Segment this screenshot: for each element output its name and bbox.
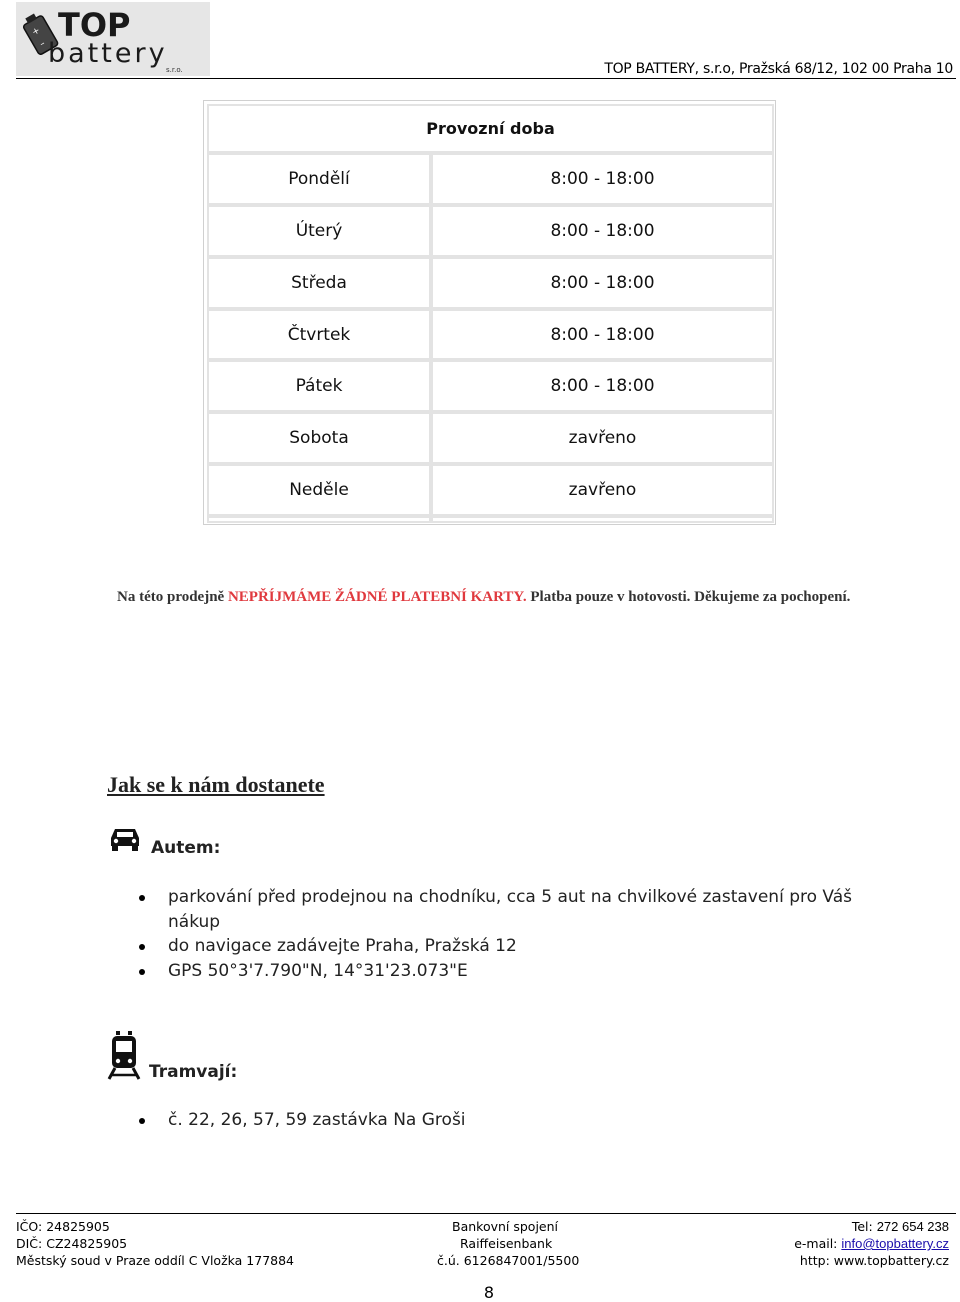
footer-ico: IČO: 24825905 xyxy=(16,1219,110,1234)
time-cell: zavřeno xyxy=(431,464,774,516)
tram-label: Tramvají: xyxy=(149,1062,238,1082)
time-cell: 8:00 - 18:00 xyxy=(431,205,774,257)
tram-icon xyxy=(106,1030,142,1085)
footer-phone xyxy=(852,1219,949,1234)
footer-registry: Městský soud v Praze oddíl C Vložka 177884 xyxy=(16,1253,295,1268)
time-cell: 8:00 - 18:00 xyxy=(431,360,774,412)
footer-web xyxy=(800,1253,949,1268)
table-title: Provozní doba xyxy=(207,104,774,153)
notice-text-end: Platba pouze v hotovosti. Děkujeme za pochopení. xyxy=(526,589,851,605)
notice-text-start: Na této prodejně xyxy=(117,589,228,605)
footer-bank-account: č.ú. 6126847001/5500 xyxy=(437,1253,580,1268)
time-cell: zavřeno xyxy=(431,412,774,464)
day-cell: Neděle xyxy=(207,464,431,516)
list-item: parkování před prodejnou na chodníku, cca 5 aut na chvilkové zastavení pro Váš nákup xyxy=(135,885,875,934)
email-link[interactable]: info@topbattery.cz xyxy=(841,1236,949,1251)
tram-directions-list xyxy=(135,1108,535,1133)
directions-heading: Jak se k nám dostanete xyxy=(107,772,325,797)
svg-text:s.r.o.: s.r.o. xyxy=(166,66,183,74)
day-cell: Pondělí xyxy=(207,153,431,205)
svg-text:–: – xyxy=(38,38,48,50)
payment-notice xyxy=(117,589,850,606)
footer-bank-title: Bankovní spojení xyxy=(452,1219,559,1234)
time-cell: 8:00 - 18:00 xyxy=(431,153,774,205)
company-address: TOP BATTERY, s.r.o, Pražská 68/12, 102 00 Praha 10 xyxy=(604,61,953,77)
footer-bank-name: Raiffeisenbank xyxy=(460,1236,553,1251)
day-cell: Čtvrtek xyxy=(207,309,431,360)
email-label: e-mail: xyxy=(794,1236,838,1251)
car-directions-list xyxy=(135,885,875,983)
day-cell: Pátek xyxy=(207,360,431,412)
list-item: do navigace zadávejte Praha, Pražská 12 xyxy=(135,934,875,959)
day-cell: Středa xyxy=(207,257,431,309)
svg-text:+: + xyxy=(30,25,42,39)
time-cell: 8:00 - 18:00 xyxy=(431,257,774,309)
day-cell: Úterý xyxy=(207,205,431,257)
footer-dic: DIČ: CZ24825905 xyxy=(16,1236,128,1251)
empty-cell xyxy=(207,516,431,523)
time-cell: 8:00 - 18:00 xyxy=(431,309,774,360)
notice-warning: NEPŘÍJMÁME ŽÁDNÉ PLATEBNÍ KARTY. xyxy=(227,589,527,605)
web-link[interactable]: www.topbattery.cz xyxy=(833,1253,949,1268)
opening-hours-table xyxy=(203,100,776,525)
phone-number: 272 654 238 xyxy=(876,1219,949,1234)
company-logo xyxy=(16,2,210,76)
empty-cell xyxy=(431,516,774,523)
footer-email xyxy=(794,1236,949,1251)
phone-label: Tel: xyxy=(851,1219,873,1234)
footer-divider xyxy=(16,1213,956,1214)
list-item: č. 22, 26, 57, 59 zastávka Na Groši xyxy=(135,1108,535,1133)
page-number: 8 xyxy=(483,1283,495,1302)
web-label: http: xyxy=(799,1253,830,1268)
list-item: GPS 50°3'7.790"N, 14°31'23.073"E xyxy=(135,959,875,984)
header-divider xyxy=(16,78,956,79)
svg-text:battery: battery xyxy=(48,38,168,69)
day-cell: Sobota xyxy=(207,412,431,464)
car-label: Autem: xyxy=(151,838,221,858)
car-icon xyxy=(108,826,142,857)
svg-text:TOP: TOP xyxy=(58,6,131,44)
